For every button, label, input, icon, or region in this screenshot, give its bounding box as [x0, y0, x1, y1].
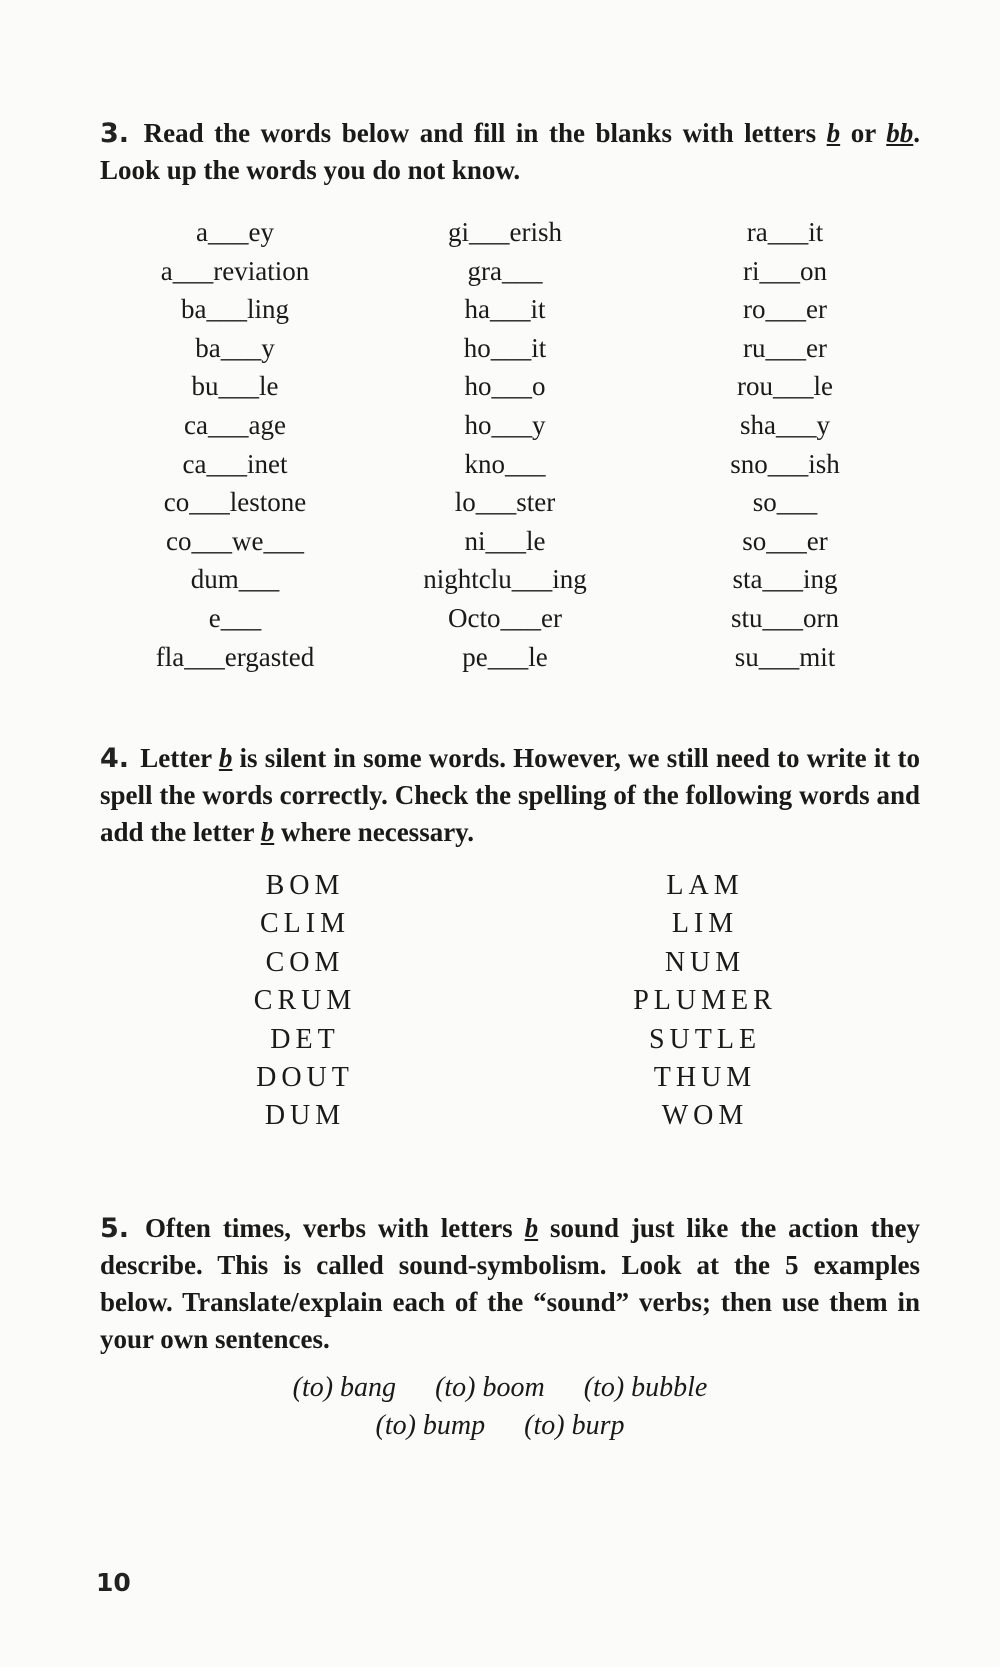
letter-b: b	[524, 1213, 539, 1243]
word-column-1	[130, 213, 340, 676]
exercise-3-instructions: 3. Read the words below and fill in the blanks with letters b or bb. Look up the words you do not know.	[100, 118, 920, 185]
page-number: 10	[96, 1568, 131, 1597]
caps-word: COM	[265, 946, 345, 978]
word-item: so___er	[742, 525, 828, 556]
word-item: sno___ish	[730, 448, 840, 479]
word-item: bu___le	[191, 371, 279, 402]
word-item: gra___	[467, 255, 543, 286]
exercise-3-number: 3.	[100, 118, 130, 149]
word-item: Octo___er	[448, 602, 562, 633]
letter-bb: bb	[886, 118, 914, 148]
silent-b-column-1	[175, 867, 435, 1136]
word-item: ri___on	[743, 255, 827, 286]
verb-item: (to) burp	[524, 1410, 625, 1441]
exercise-5	[100, 1210, 920, 1358]
verb-item: (to) bang	[292, 1372, 397, 1403]
word-item: ro___er	[743, 294, 827, 325]
word-item: ho___o	[464, 371, 546, 402]
word-item: sta___ing	[732, 564, 838, 595]
exercise-5-instructions: 5. Often times, verbs with letters b sound just like the action they describe. This is called sound-symbolism. Look at the 5 examples below. Translate/explain each of the “sound” verbs; then use them in your own sentences.	[100, 1213, 921, 1354]
caps-word: LIM	[671, 908, 739, 940]
word-item: nightclu___ing	[423, 564, 587, 595]
word-item: ba___y	[195, 332, 275, 363]
word-item: ba___ling	[181, 294, 289, 325]
caps-word: THUM	[653, 1061, 757, 1093]
letter-b: b	[260, 817, 275, 847]
word-item: ru___er	[743, 332, 827, 363]
caps-word: DUM	[264, 1100, 346, 1132]
verbs-line-1	[0, 1372, 1000, 1404]
caps-word: PLUMER	[633, 985, 777, 1017]
word-item: so___	[752, 487, 818, 518]
caps-word: NUM	[664, 946, 746, 978]
word-column-2	[390, 213, 620, 676]
word-item: gi___erish	[448, 217, 562, 247]
exercise-4-number: 4.	[100, 743, 130, 774]
word-item: e___	[208, 602, 262, 633]
word-item: a___reviation	[160, 255, 310, 286]
word-item: kno___	[464, 448, 546, 479]
word-column-3	[690, 213, 880, 676]
word-item: a___ey	[196, 217, 274, 247]
word-item: ho___y	[464, 409, 546, 440]
word-item: stu___orn	[731, 602, 839, 633]
verb-item: (to) bubble	[583, 1372, 708, 1403]
word-item: ni___le	[464, 525, 546, 556]
caps-word: CRUM	[253, 985, 357, 1017]
verb-item: (to) boom	[435, 1372, 545, 1403]
word-item: fla___ergasted	[155, 641, 315, 672]
verb-item: (to) bump	[375, 1410, 486, 1441]
exercise-5-number: 5.	[100, 1213, 130, 1244]
word-item: dum___	[190, 564, 280, 595]
letter-b: b	[218, 743, 233, 773]
caps-word: WOM	[661, 1100, 749, 1132]
word-item: rou___le	[737, 371, 833, 402]
caps-word: LAM	[666, 870, 744, 901]
word-item: su___mit	[734, 641, 836, 672]
word-item: pe___le	[462, 641, 548, 672]
word-item: ha___it	[464, 294, 546, 325]
word-item: ca___inet	[182, 448, 288, 479]
word-item: co___we___	[166, 525, 304, 556]
caps-word: DET	[270, 1023, 340, 1055]
word-item: ca___age	[184, 409, 286, 440]
caps-word: BOM	[265, 870, 345, 901]
word-item: ho___it	[463, 332, 547, 363]
caps-word: DOUT	[256, 1061, 354, 1093]
letter-b: b	[826, 118, 841, 148]
caps-word: CLIM	[260, 908, 350, 940]
word-item: lo___ster	[454, 487, 556, 518]
word-item: co___lestone	[163, 487, 307, 518]
word-item: ra___it	[746, 217, 824, 247]
exercise-3	[100, 115, 920, 189]
caps-word: SUTLE	[648, 1023, 762, 1055]
silent-b-column-2	[575, 867, 835, 1136]
exercise-4	[100, 740, 920, 851]
verbs-line-2	[0, 1410, 1000, 1442]
word-item: sha___y	[740, 409, 830, 440]
exercise-4-instructions: 4. Letter b is silent in some words. However, we still need to write it to spell the words correctly. Check the spelling of the following words and add the letter b where necessary.	[100, 743, 920, 847]
